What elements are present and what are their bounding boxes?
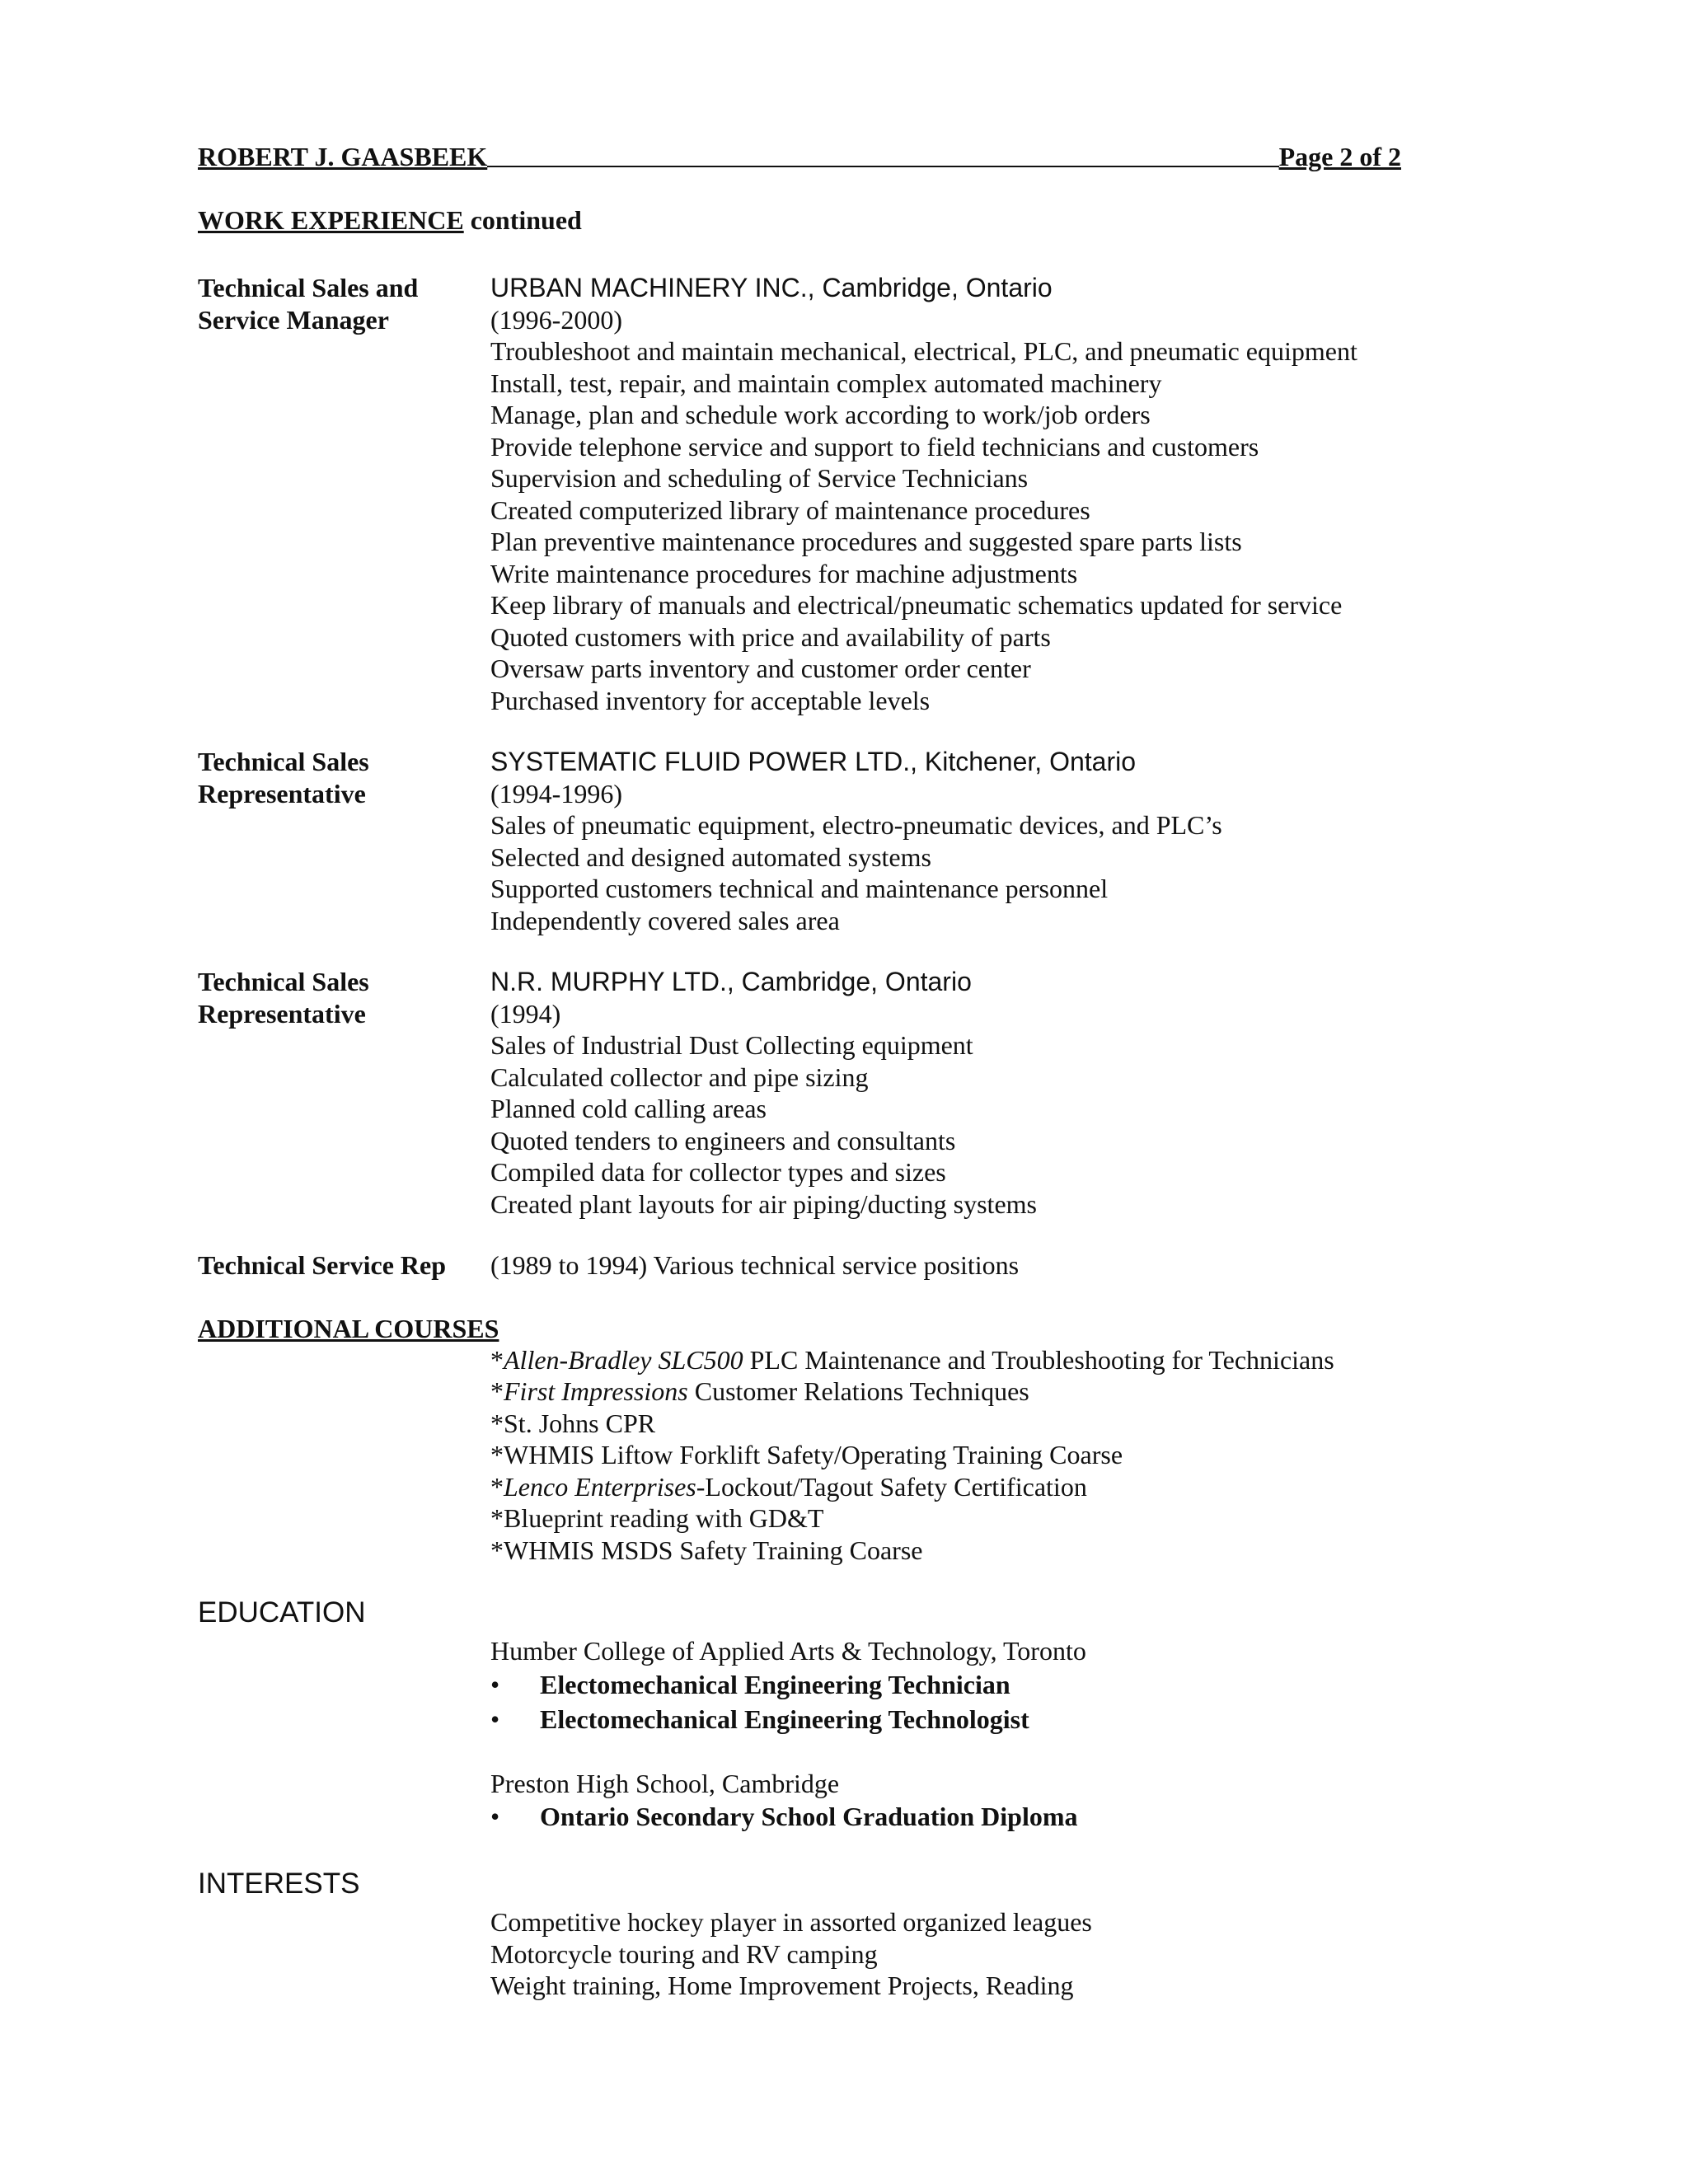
company-name: URBAN MACHINERY INC., Cambridge, Ontario bbox=[490, 273, 1053, 302]
course-text: WHMIS MSDS Safety Training Coarse bbox=[504, 1535, 923, 1565]
interest-item: Weight training, Home Improvement Projects, Reading bbox=[490, 1971, 1074, 2000]
bullet-icon: • bbox=[490, 1669, 500, 1699]
work-experience-heading bbox=[198, 204, 1401, 236]
job-title bbox=[198, 966, 490, 1220]
candidate-name: ROBERT J. GAASBEEK bbox=[198, 142, 488, 171]
course-prefix: * bbox=[490, 1535, 504, 1565]
bullet-icon: • bbox=[490, 1704, 500, 1734]
interests-list bbox=[490, 1906, 1401, 2002]
credential-text: Ontario Secondary School Graduation Diploma bbox=[540, 1802, 1078, 1831]
bullet-icon: • bbox=[490, 1802, 500, 1831]
course-prefix: * bbox=[490, 1440, 504, 1469]
course-brand: Lenco Enterprises bbox=[504, 1471, 696, 1502]
course-prefix: * bbox=[490, 1344, 504, 1375]
job-duty: Plan preventive maintenance procedures and suggested spare parts lists bbox=[490, 527, 1242, 556]
course-text: WHMIS Liftow Forklift Safety/Operating Training Coarse bbox=[504, 1440, 1123, 1469]
job-duty: Selected and designed automated systems bbox=[490, 841, 931, 872]
job-title bbox=[198, 746, 490, 936]
course-item bbox=[490, 1439, 1401, 1471]
additional-courses-heading bbox=[198, 1313, 1401, 1344]
interests-heading: INTERESTS bbox=[198, 1868, 360, 1900]
job-entry bbox=[198, 746, 1401, 936]
job-details bbox=[490, 746, 1222, 936]
course-text: Blueprint reading with GD&T bbox=[504, 1503, 824, 1533]
course-item bbox=[490, 1344, 1401, 1376]
interest-item: Motorcycle touring and RV camping bbox=[490, 1938, 878, 1969]
header-rule bbox=[487, 166, 1278, 167]
work-experience-suffix: continued bbox=[463, 205, 582, 235]
page-number: Page 2 of 2 bbox=[1278, 142, 1401, 171]
course-item bbox=[490, 1376, 1401, 1408]
credential-item bbox=[490, 1702, 1401, 1736]
course-brand: First Impressions bbox=[504, 1376, 688, 1406]
company-name: N.R. MURPHY LTD., Cambridge, Ontario bbox=[490, 967, 972, 996]
job-details bbox=[490, 966, 1037, 1220]
job-duty: Troubleshoot and maintain mechanical, electrical, PLC, and pneumatic equipment bbox=[490, 336, 1357, 366]
credential-item bbox=[490, 1667, 1401, 1702]
job-dates: (1994) bbox=[490, 998, 561, 1029]
courses-list bbox=[490, 1344, 1401, 1567]
course-text: PLC Maintenance and Troubleshooting for Technicians bbox=[743, 1344, 1334, 1375]
job-duty: Provide telephone service and support to field technicians and customers bbox=[490, 431, 1259, 462]
job-title-line: Technical Sales and bbox=[198, 273, 419, 302]
job-duty: Planned cold calling areas bbox=[490, 1094, 767, 1123]
job-duty: Oversaw parts inventory and customer order center bbox=[490, 654, 1031, 683]
job-duty: Quoted tenders to engineers and consultants bbox=[490, 1125, 956, 1155]
job-duty: Created plant layouts for air piping/ducting systems bbox=[490, 1188, 1037, 1219]
course-text: -Lockout/Tagout Safety Certification bbox=[696, 1471, 1087, 1502]
job-dates: (1996-2000) bbox=[490, 304, 622, 335]
credential-item bbox=[490, 1799, 1401, 1834]
job-duty: Sales of pneumatic equipment, electro-pneumatic devices, and PLC’s bbox=[490, 810, 1222, 840]
job-duty: Supervision and scheduling of Service Technicians bbox=[490, 463, 1029, 493]
course-item bbox=[490, 1408, 1401, 1440]
credential-text: Electomechanical Engineering Technologist bbox=[540, 1704, 1029, 1734]
job-duty: Calculated collector and pipe sizing bbox=[490, 1062, 869, 1092]
job-duty: Keep library of manuals and electrical/pneumatic schematics updated for service bbox=[490, 590, 1343, 620]
job-duty: Manage, plan and schedule work according to work/job orders bbox=[490, 400, 1151, 429]
job-duty: Sales of Industrial Dust Collecting equipment bbox=[490, 1030, 973, 1060]
job-details bbox=[490, 272, 1357, 716]
job-duty: Independently covered sales area bbox=[490, 905, 840, 935]
job-title-line: Representative bbox=[198, 998, 366, 1029]
education-heading: EDUCATION bbox=[198, 1596, 366, 1629]
work-experience-label: WORK EXPERIENCE bbox=[198, 205, 464, 235]
school-name: Humber College of Applied Arts & Technology, Toronto bbox=[490, 1636, 1086, 1666]
job-entry bbox=[198, 272, 1401, 716]
course-text: Customer Relations Techniques bbox=[687, 1376, 1029, 1406]
additional-courses-label: ADDITIONAL COURSES bbox=[198, 1313, 499, 1343]
job-duty: Created computerized library of maintenance procedures bbox=[490, 494, 1090, 525]
company-name: SYSTEMATIC FLUID POWER LTD., Kitchener, Ontario bbox=[490, 747, 1136, 776]
job-duty: Supported customers technical and maintenance personnel bbox=[490, 874, 1109, 903]
course-prefix: * bbox=[490, 1503, 504, 1533]
course-item bbox=[490, 1502, 1401, 1535]
course-prefix: * bbox=[490, 1408, 504, 1438]
job-title-line: Technical Sales bbox=[198, 747, 369, 776]
job-title-line: Service Manager bbox=[198, 304, 389, 335]
job-duty: Quoted customers with price and availability of parts bbox=[490, 621, 1051, 652]
job-duty: Write maintenance procedures for machine adjustments bbox=[490, 558, 1078, 588]
job-summary: (1989 to 1994) Various technical service positions bbox=[490, 1250, 1020, 1280]
course-prefix: * bbox=[490, 1471, 504, 1502]
credential-text: Electomechanical Engineering Technician bbox=[540, 1669, 1010, 1699]
course-text: St. Johns CPR bbox=[504, 1408, 656, 1438]
job-duty: Install, test, repair, and maintain complex automated machinery bbox=[490, 368, 1162, 398]
job-title-line: Technical Sales bbox=[198, 967, 369, 996]
course-item bbox=[490, 1471, 1401, 1503]
resume-page bbox=[198, 140, 1401, 2002]
job-dates: (1994-1996) bbox=[490, 778, 622, 808]
education-list bbox=[490, 1635, 1401, 1834]
course-brand: Allen-Bradley SLC500 bbox=[504, 1344, 743, 1375]
job-title bbox=[198, 272, 490, 716]
course-prefix: * bbox=[490, 1376, 504, 1406]
job-entry bbox=[198, 966, 1401, 1220]
job-title-line: Representative bbox=[198, 778, 366, 808]
job-title: Technical Service Rep bbox=[198, 1250, 446, 1280]
course-item bbox=[490, 1535, 1401, 1567]
job-entry-service-rep bbox=[198, 1249, 1401, 1282]
page-header bbox=[198, 140, 1401, 173]
school-name: Preston High School, Cambridge bbox=[490, 1768, 840, 1798]
interest-item: Competitive hockey player in assorted organized leagues bbox=[490, 1907, 1092, 1937]
job-duty: Purchased inventory for acceptable levels bbox=[490, 685, 931, 715]
job-duty: Compiled data for collector types and sizes bbox=[490, 1157, 946, 1187]
